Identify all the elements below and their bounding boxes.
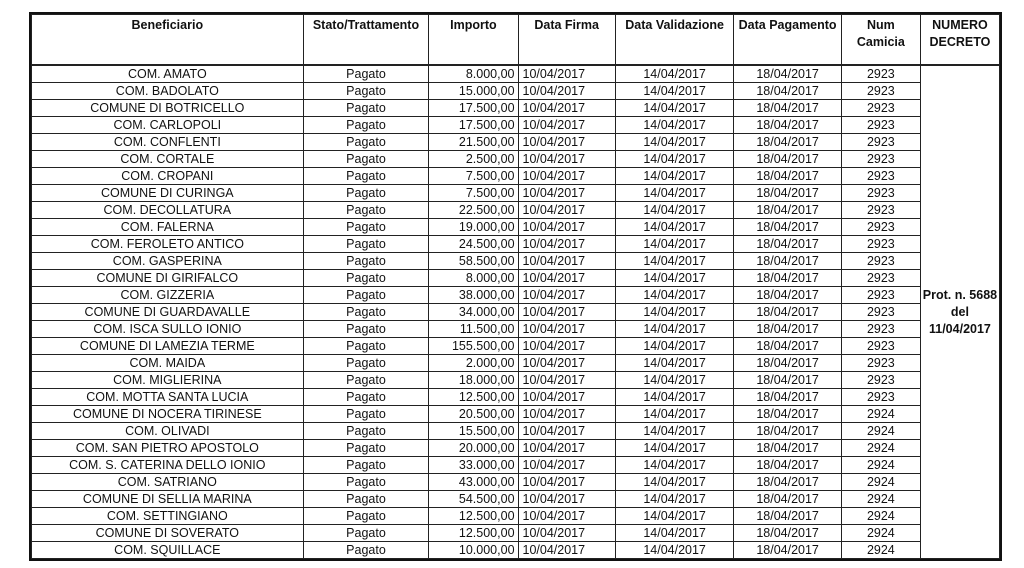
cell-beneficiario: COM. CROPANI [32,168,304,185]
cell-num-camicia: 2923 [841,253,920,270]
cell-num-camicia: 2924 [841,423,920,440]
cell-data-validazione: 14/04/2017 [615,236,734,253]
cell-num-camicia: 2923 [841,372,920,389]
cell-stato: Pagato [303,542,429,559]
cell-data-firma: 10/04/2017 [518,100,615,117]
cell-importo: 7.500,00 [429,185,518,202]
header-data-pagamento: Data Pagamento [734,15,841,66]
cell-data-validazione: 14/04/2017 [615,270,734,287]
cell-data-firma: 10/04/2017 [518,355,615,372]
cell-data-pagamento: 18/04/2017 [734,440,841,457]
cell-stato: Pagato [303,338,429,355]
cell-data-pagamento: 18/04/2017 [734,355,841,372]
cell-data-pagamento: 18/04/2017 [734,338,841,355]
header-numero-decreto: NUMERO DECRETO [920,15,999,66]
cell-importo: 20.000,00 [429,440,518,457]
table-row [32,117,1000,134]
cell-data-pagamento: 18/04/2017 [734,185,841,202]
header-stato: Stato/Trattamento [303,15,429,66]
table-row [32,457,1000,474]
cell-stato: Pagato [303,287,429,304]
cell-num-camicia: 2924 [841,508,920,525]
cell-stato: Pagato [303,83,429,100]
cell-num-camicia: 2923 [841,304,920,321]
cell-importo: 19.000,00 [429,219,518,236]
header-row [32,15,1000,66]
cell-importo: 10.000,00 [429,542,518,559]
cell-data-validazione: 14/04/2017 [615,202,734,219]
table-row [32,270,1000,287]
cell-beneficiario: COM. SAN PIETRO APOSTOLO [32,440,304,457]
cell-data-pagamento: 18/04/2017 [734,219,841,236]
cell-importo: 33.000,00 [429,457,518,474]
cell-data-pagamento: 18/04/2017 [734,304,841,321]
cell-beneficiario: COMUNE DI CURINGA [32,185,304,202]
cell-data-validazione: 14/04/2017 [615,287,734,304]
cell-data-firma: 10/04/2017 [518,525,615,542]
cell-importo: 12.500,00 [429,508,518,525]
cell-importo: 7.500,00 [429,168,518,185]
cell-data-firma: 10/04/2017 [518,134,615,151]
cell-data-pagamento: 18/04/2017 [734,474,841,491]
cell-data-pagamento: 18/04/2017 [734,389,841,406]
cell-importo: 15.000,00 [429,83,518,100]
cell-num-camicia: 2923 [841,219,920,236]
cell-data-validazione: 14/04/2017 [615,134,734,151]
cell-stato: Pagato [303,457,429,474]
cell-num-camicia: 2923 [841,389,920,406]
cell-beneficiario: COM. CONFLENTI [32,134,304,151]
cell-data-pagamento: 18/04/2017 [734,83,841,100]
cell-data-validazione: 14/04/2017 [615,185,734,202]
cell-data-validazione: 14/04/2017 [615,440,734,457]
header-data-validazione: Data Validazione [615,15,734,66]
table-row [32,253,1000,270]
cell-beneficiario: COM. ISCA SULLO IONIO [32,321,304,338]
cell-stato: Pagato [303,253,429,270]
cell-data-firma: 10/04/2017 [518,423,615,440]
cell-num-camicia: 2923 [841,202,920,219]
cell-data-firma: 10/04/2017 [518,185,615,202]
cell-data-firma: 10/04/2017 [518,542,615,559]
cell-beneficiario: COMUNE DI BOTRICELLO [32,100,304,117]
cell-data-validazione: 14/04/2017 [615,423,734,440]
cell-importo: 2.500,00 [429,151,518,168]
cell-num-camicia: 2923 [841,185,920,202]
cell-stato: Pagato [303,491,429,508]
cell-num-camicia: 2923 [841,117,920,134]
cell-data-firma: 10/04/2017 [518,440,615,457]
cell-num-camicia: 2923 [841,100,920,117]
table-row [32,508,1000,525]
cell-stato: Pagato [303,508,429,525]
cell-stato: Pagato [303,372,429,389]
cell-num-camicia: 2923 [841,134,920,151]
cell-beneficiario: COMUNE DI SELLIA MARINA [32,491,304,508]
cell-importo: 2.000,00 [429,355,518,372]
cell-importo: 21.500,00 [429,134,518,151]
cell-data-firma: 10/04/2017 [518,508,615,525]
cell-stato: Pagato [303,151,429,168]
cell-beneficiario: COM. BADOLATO [32,83,304,100]
cell-stato: Pagato [303,117,429,134]
cell-stato: Pagato [303,168,429,185]
table-row [32,202,1000,219]
cell-num-camicia: 2924 [841,491,920,508]
cell-data-validazione: 14/04/2017 [615,304,734,321]
cell-num-camicia: 2923 [841,355,920,372]
cell-data-pagamento: 18/04/2017 [734,65,841,83]
table-row [32,338,1000,355]
cell-stato: Pagato [303,355,429,372]
cell-importo: 8.000,00 [429,65,518,83]
cell-data-validazione: 14/04/2017 [615,151,734,168]
cell-beneficiario: COM. SQUILLACE [32,542,304,559]
cell-num-camicia: 2923 [841,236,920,253]
cell-data-validazione: 14/04/2017 [615,168,734,185]
table-row [32,474,1000,491]
cell-data-validazione: 14/04/2017 [615,508,734,525]
table-row [32,525,1000,542]
cell-data-firma: 10/04/2017 [518,389,615,406]
cell-num-camicia: 2924 [841,474,920,491]
cell-data-validazione: 14/04/2017 [615,83,734,100]
cell-data-firma: 10/04/2017 [518,117,615,134]
table-row [32,542,1000,559]
cell-num-camicia: 2924 [841,525,920,542]
cell-data-firma: 10/04/2017 [518,202,615,219]
cell-beneficiario: COM. AMATO [32,65,304,83]
cell-beneficiario: COM. CORTALE [32,151,304,168]
cell-stato: Pagato [303,65,429,83]
cell-data-pagamento: 18/04/2017 [734,100,841,117]
cell-importo: 34.000,00 [429,304,518,321]
cell-beneficiario: COM. GIZZERIA [32,287,304,304]
table-row [32,304,1000,321]
cell-data-firma: 10/04/2017 [518,270,615,287]
cell-data-firma: 10/04/2017 [518,168,615,185]
table-row [32,423,1000,440]
cell-data-validazione: 14/04/2017 [615,321,734,338]
table-row [32,491,1000,508]
cell-data-pagamento: 18/04/2017 [734,423,841,440]
cell-beneficiario: COM. FALERNA [32,219,304,236]
cell-data-pagamento: 18/04/2017 [734,168,841,185]
cell-beneficiario: COM. FEROLETO ANTICO [32,236,304,253]
cell-data-pagamento: 18/04/2017 [734,287,841,304]
cell-stato: Pagato [303,219,429,236]
cell-stato: Pagato [303,440,429,457]
table-row [32,219,1000,236]
cell-data-validazione: 14/04/2017 [615,65,734,83]
cell-data-firma: 10/04/2017 [518,236,615,253]
header-importo: Importo [429,15,518,66]
cell-stato: Pagato [303,406,429,423]
cell-beneficiario: COM. S. CATERINA DELLO IONIO [32,457,304,474]
payments-table-container [29,12,1002,561]
cell-data-firma: 10/04/2017 [518,287,615,304]
cell-num-camicia: 2924 [841,457,920,474]
cell-data-firma: 10/04/2017 [518,406,615,423]
cell-beneficiario: COMUNE DI GIRIFALCO [32,270,304,287]
cell-data-pagamento: 18/04/2017 [734,457,841,474]
cell-data-pagamento: 18/04/2017 [734,270,841,287]
cell-data-validazione: 14/04/2017 [615,389,734,406]
cell-num-camicia: 2923 [841,321,920,338]
cell-beneficiario: COMUNE DI SOVERATO [32,525,304,542]
table-row [32,100,1000,117]
cell-beneficiario: COM. SATRIANO [32,474,304,491]
cell-data-firma: 10/04/2017 [518,491,615,508]
table-row [32,406,1000,423]
cell-beneficiario: COM. MIGLIERINA [32,372,304,389]
table-row [32,389,1000,406]
cell-importo: 54.500,00 [429,491,518,508]
cell-stato: Pagato [303,185,429,202]
cell-data-validazione: 14/04/2017 [615,338,734,355]
cell-stato: Pagato [303,389,429,406]
cell-num-camicia: 2923 [841,338,920,355]
cell-importo: 20.500,00 [429,406,518,423]
payments-table [31,14,1000,559]
cell-beneficiario: COM. MAIDA [32,355,304,372]
cell-data-validazione: 14/04/2017 [615,355,734,372]
cell-data-validazione: 14/04/2017 [615,253,734,270]
table-body [32,65,1000,559]
cell-data-firma: 10/04/2017 [518,83,615,100]
cell-num-camicia: 2924 [841,406,920,423]
cell-data-pagamento: 18/04/2017 [734,525,841,542]
cell-stato: Pagato [303,134,429,151]
table-row [32,236,1000,253]
table-row [32,83,1000,100]
cell-importo: 11.500,00 [429,321,518,338]
table-row [32,355,1000,372]
cell-beneficiario: COM. MOTTA SANTA LUCIA [32,389,304,406]
cell-data-pagamento: 18/04/2017 [734,253,841,270]
cell-data-firma: 10/04/2017 [518,474,615,491]
cell-importo: 58.500,00 [429,253,518,270]
cell-num-camicia: 2923 [841,287,920,304]
cell-data-pagamento: 18/04/2017 [734,321,841,338]
cell-data-validazione: 14/04/2017 [615,474,734,491]
cell-data-firma: 10/04/2017 [518,219,615,236]
cell-data-pagamento: 18/04/2017 [734,508,841,525]
table-row [32,372,1000,389]
cell-stato: Pagato [303,202,429,219]
cell-beneficiario: COM. CARLOPOLI [32,117,304,134]
cell-num-camicia: 2923 [841,151,920,168]
cell-stato: Pagato [303,236,429,253]
cell-num-camicia: 2923 [841,83,920,100]
cell-importo: 43.000,00 [429,474,518,491]
cell-data-pagamento: 18/04/2017 [734,491,841,508]
cell-data-pagamento: 18/04/2017 [734,542,841,559]
cell-data-validazione: 14/04/2017 [615,372,734,389]
cell-stato: Pagato [303,100,429,117]
cell-stato: Pagato [303,423,429,440]
cell-num-camicia: 2923 [841,270,920,287]
table-row [32,168,1000,185]
table-row [32,151,1000,168]
header-num-camicia: Num Camicia [841,15,920,66]
cell-importo: 155.500,00 [429,338,518,355]
cell-data-firma: 10/04/2017 [518,253,615,270]
cell-data-validazione: 14/04/2017 [615,491,734,508]
cell-stato: Pagato [303,270,429,287]
cell-importo: 17.500,00 [429,117,518,134]
cell-data-firma: 10/04/2017 [518,304,615,321]
cell-beneficiario: COM. GASPERINA [32,253,304,270]
table-row [32,321,1000,338]
cell-beneficiario: COM. SETTINGIANO [32,508,304,525]
cell-beneficiario: COM. DECOLLATURA [32,202,304,219]
cell-num-camicia: 2923 [841,168,920,185]
cell-importo: 17.500,00 [429,100,518,117]
header-data-firma: Data Firma [518,15,615,66]
table-row [32,185,1000,202]
cell-stato: Pagato [303,304,429,321]
cell-numero-decreto: Prot. n. 5688 del 11/04/2017 [920,65,999,559]
table-row [32,65,1000,83]
cell-beneficiario: COMUNE DI GUARDAVALLE [32,304,304,321]
cell-importo: 24.500,00 [429,236,518,253]
cell-data-pagamento: 18/04/2017 [734,117,841,134]
cell-data-validazione: 14/04/2017 [615,406,734,423]
cell-data-validazione: 14/04/2017 [615,117,734,134]
cell-data-validazione: 14/04/2017 [615,100,734,117]
cell-data-validazione: 14/04/2017 [615,525,734,542]
cell-beneficiario: COM. OLIVADI [32,423,304,440]
cell-beneficiario: COMUNE DI LAMEZIA TERME [32,338,304,355]
cell-beneficiario: COMUNE DI NOCERA TIRINESE [32,406,304,423]
cell-data-pagamento: 18/04/2017 [734,151,841,168]
cell-stato: Pagato [303,321,429,338]
cell-stato: Pagato [303,525,429,542]
cell-data-firma: 10/04/2017 [518,457,615,474]
table-row [32,440,1000,457]
header-beneficiario: Beneficiario [32,15,304,66]
cell-importo: 15.500,00 [429,423,518,440]
cell-num-camicia: 2924 [841,440,920,457]
cell-importo: 18.000,00 [429,372,518,389]
cell-data-pagamento: 18/04/2017 [734,406,841,423]
table-row [32,134,1000,151]
cell-num-camicia: 2923 [841,65,920,83]
cell-data-pagamento: 18/04/2017 [734,236,841,253]
cell-data-firma: 10/04/2017 [518,151,615,168]
cell-importo: 8.000,00 [429,270,518,287]
cell-data-validazione: 14/04/2017 [615,542,734,559]
cell-data-pagamento: 18/04/2017 [734,372,841,389]
cell-data-firma: 10/04/2017 [518,65,615,83]
cell-data-firma: 10/04/2017 [518,338,615,355]
table-row [32,287,1000,304]
cell-data-firma: 10/04/2017 [518,321,615,338]
cell-data-pagamento: 18/04/2017 [734,202,841,219]
cell-data-validazione: 14/04/2017 [615,219,734,236]
cell-data-validazione: 14/04/2017 [615,457,734,474]
cell-stato: Pagato [303,474,429,491]
cell-importo: 22.500,00 [429,202,518,219]
cell-data-firma: 10/04/2017 [518,372,615,389]
cell-importo: 38.000,00 [429,287,518,304]
cell-num-camicia: 2924 [841,542,920,559]
cell-importo: 12.500,00 [429,389,518,406]
cell-importo: 12.500,00 [429,525,518,542]
cell-data-pagamento: 18/04/2017 [734,134,841,151]
